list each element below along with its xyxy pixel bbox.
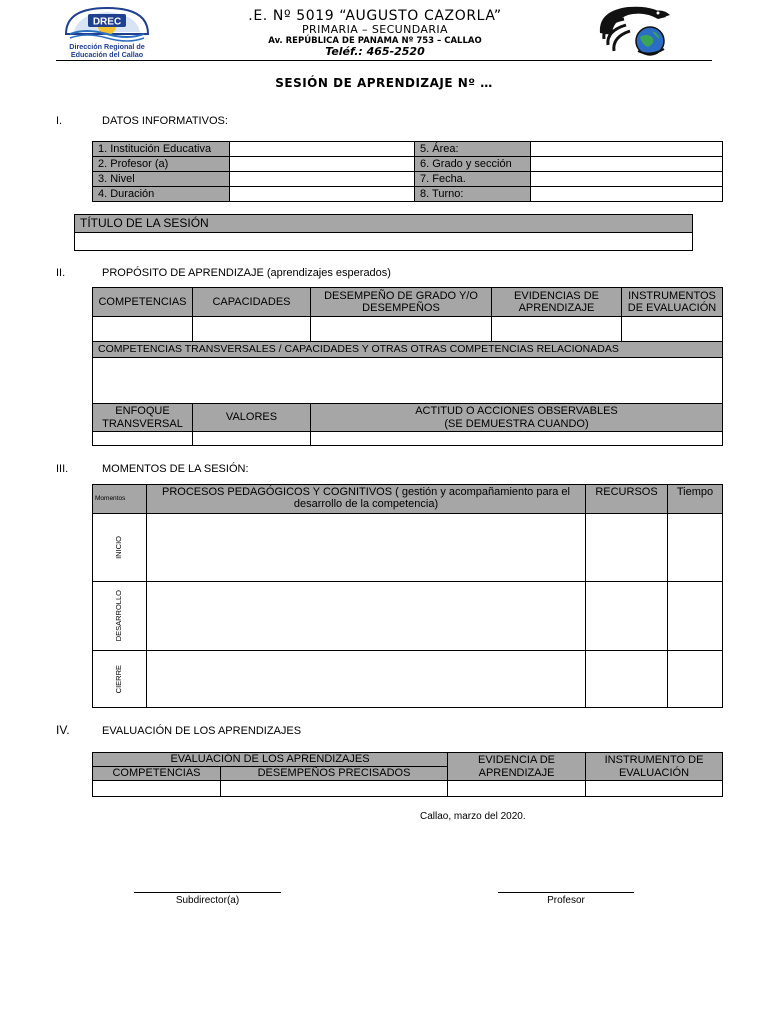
label-turno: 8. Turno: bbox=[415, 187, 531, 202]
moment-cierre bbox=[93, 651, 147, 708]
cell-enfoque[interactable] bbox=[93, 432, 193, 446]
drec-logo bbox=[56, 4, 158, 60]
value-turno[interactable] bbox=[531, 187, 723, 202]
moment-inicio bbox=[93, 514, 147, 582]
cell-valores[interactable] bbox=[193, 432, 311, 446]
cell-competencias[interactable] bbox=[93, 317, 193, 342]
header-evaluacion: EVALUACIÓN DE LOS APRENDIZAJES bbox=[93, 753, 448, 767]
value-profesor[interactable] bbox=[230, 157, 415, 172]
value-fecha[interactable] bbox=[531, 172, 723, 187]
evaluacion-table bbox=[92, 752, 723, 797]
header-eval-competencias: COMPETENCIAS bbox=[93, 767, 221, 781]
section-3-number: III. bbox=[56, 463, 69, 475]
header-enfoque: ENFOQUE TRANSVERSAL bbox=[93, 404, 193, 432]
eagle-emblem-icon bbox=[594, 3, 680, 61]
label-nivel: 3. Nivel bbox=[93, 172, 230, 187]
session-title-table bbox=[74, 214, 693, 251]
moment-cierre-label: CIERRE bbox=[114, 664, 124, 694]
momentos-table bbox=[92, 484, 723, 708]
place-date: Callao, marzo del 2020. bbox=[420, 811, 526, 822]
svg-text:Educación del Callao: Educación del Callao bbox=[70, 50, 144, 59]
label-grado: 6. Grado y sección bbox=[415, 157, 531, 172]
header-instrumento: INSTRUMENTO DE EVALUACIÓN bbox=[586, 753, 723, 781]
header-competencias: COMPETENCIAS bbox=[93, 288, 193, 317]
header-procesos: PROCESOS PEDAGÓGICOS Y COGNITIVOS ( gestión y acompañamiento para el desarrollo de la competencia) bbox=[147, 485, 586, 514]
cell-inicio-tiempo[interactable] bbox=[668, 514, 723, 582]
header-capacidades: CAPACIDADES bbox=[193, 288, 311, 317]
cell-eval-competencias[interactable] bbox=[93, 781, 221, 797]
header-recursos: RECURSOS bbox=[586, 485, 668, 514]
header-actitud bbox=[311, 404, 723, 432]
value-institucion[interactable] bbox=[230, 142, 415, 157]
cell-instrumento[interactable] bbox=[586, 781, 723, 797]
svg-text:Dirección Regional de: Dirección Regional de bbox=[69, 42, 145, 51]
header-desempenos-precisados: DESEMPEÑOS PRECISADOS bbox=[221, 767, 448, 781]
header-divider bbox=[56, 60, 712, 61]
header-transversales: COMPETENCIAS TRANSVERSALES / CAPACIDADES Y OTRAS OTRAS COMPETENCIAS RELACIONADAS bbox=[93, 342, 723, 358]
section-3-title: MOMENTOS DE LA SESIÓN: bbox=[102, 463, 249, 475]
section-1-number: I. bbox=[56, 115, 63, 127]
cell-capacidades[interactable] bbox=[193, 317, 311, 342]
header-actitud-line1: ACTITUD O ACCIONES OBSERVABLES bbox=[415, 405, 618, 418]
header-evidencia: EVIDENCIA DE APRENDIZAJE bbox=[448, 753, 586, 781]
signature-subdirector: Subdirector(a) bbox=[175, 895, 240, 906]
section-2-title: PROPÓSITO DE APRENDIZAJE (aprendizajes esperados) bbox=[102, 267, 391, 279]
moment-inicio-label: INICIO bbox=[114, 536, 124, 559]
cell-desempeno[interactable] bbox=[311, 317, 492, 342]
value-duracion[interactable] bbox=[230, 187, 415, 202]
label-institucion: 1. Institución Educativa bbox=[93, 142, 230, 157]
cell-desarrollo-tiempo[interactable] bbox=[668, 582, 723, 651]
cell-inicio-recursos[interactable] bbox=[586, 514, 668, 582]
session-title-label: TÍTULO DE LA SESIÓN bbox=[75, 215, 693, 233]
cell-cierre-recursos[interactable] bbox=[586, 651, 668, 708]
cell-desarrollo-recursos[interactable] bbox=[586, 582, 668, 651]
header-momentos: Momentos bbox=[93, 485, 147, 514]
cell-evidencia[interactable] bbox=[448, 781, 586, 797]
section-1-title: DATOS INFORMATIVOS: bbox=[102, 115, 228, 127]
signature-line-left bbox=[134, 892, 281, 893]
section-4-title: EVALUACIÓN DE LOS APRENDIZAJES bbox=[102, 725, 302, 737]
cell-cierre-procesos[interactable] bbox=[147, 651, 586, 708]
page-title: SESIÓN DE APRENDIZAJE Nº … bbox=[275, 76, 493, 90]
school-address: Av. REPÚBLICA DE PANAMA Nº 753 – CALLAO bbox=[268, 36, 482, 46]
header-desempeno: DESEMPEÑO DE GRADO Y/O DESEMPEÑOS bbox=[311, 288, 492, 317]
label-profesor: 2. Profesor (a) bbox=[93, 157, 230, 172]
value-grado[interactable] bbox=[531, 157, 723, 172]
header-tiempo: Tiempo bbox=[668, 485, 723, 514]
label-duracion: 4. Duración bbox=[93, 187, 230, 202]
session-title-value[interactable] bbox=[75, 233, 693, 251]
value-nivel[interactable] bbox=[230, 172, 415, 187]
section-4-number: IV. bbox=[56, 723, 70, 737]
proposito-table bbox=[92, 287, 723, 446]
header-valores: VALORES bbox=[193, 404, 311, 432]
datos-informativos-table bbox=[92, 141, 723, 202]
cell-cierre-tiempo[interactable] bbox=[668, 651, 723, 708]
signature-line-right bbox=[498, 892, 634, 893]
label-fecha: 7. Fecha. bbox=[415, 172, 531, 187]
section-2-number: II. bbox=[56, 267, 66, 279]
cell-desempenos-precisados[interactable] bbox=[221, 781, 448, 797]
svg-text:DREC: DREC bbox=[92, 16, 122, 28]
header-evidencias: EVIDENCIAS DE APRENDIZAJE bbox=[492, 288, 622, 317]
cell-desarrollo-procesos[interactable] bbox=[147, 582, 586, 651]
school-levels: PRIMARIA – SECUNDARIA bbox=[302, 23, 448, 36]
header-actitud-line2: (SE DEMUESTRA CUANDO) bbox=[444, 417, 589, 430]
cell-actitud[interactable] bbox=[311, 432, 723, 446]
moment-desarrollo-label: DESARROLLO bbox=[114, 590, 124, 642]
cell-transversales[interactable] bbox=[93, 358, 723, 404]
cell-instrumentos[interactable] bbox=[622, 317, 723, 342]
signature-profesor: Profesor bbox=[547, 895, 585, 906]
moment-desarrollo bbox=[93, 582, 147, 651]
school-phone: Teléf.: 465-2520 bbox=[325, 45, 425, 58]
school-name: .E. Nº 5019 “AUGUSTO CAZORLA” bbox=[248, 8, 502, 24]
label-area: 5. Área: bbox=[415, 142, 531, 157]
cell-evidencias[interactable] bbox=[492, 317, 622, 342]
value-area[interactable] bbox=[531, 142, 723, 157]
header-instrumentos: INSTRUMENTOS DE EVALUACIÓN bbox=[622, 288, 723, 317]
cell-inicio-procesos[interactable] bbox=[147, 514, 586, 582]
